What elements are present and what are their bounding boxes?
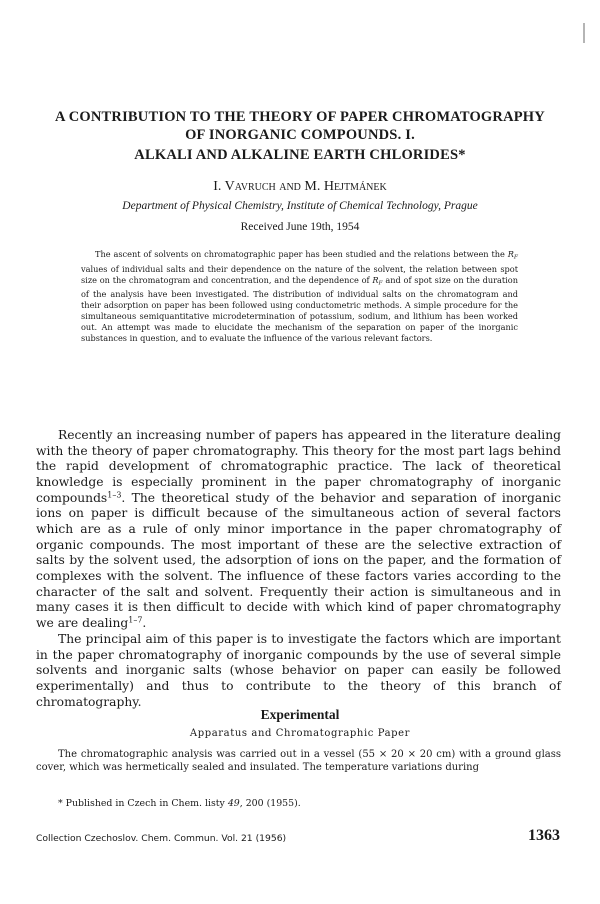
- authors: I. Vavruch and M. Hejtmánek: [213, 179, 387, 194]
- body-paragraph-3: The chromatographic analysis was carried out in a vessel (55 × 20 × 20 cm) with a ground glass cover, which was hermetically sealed and insulated. The temperature variations during: [36, 749, 561, 774]
- title-line-2: OF INORGANIC COMPOUNDS. I.: [185, 127, 415, 143]
- body-paragraph-1: [36, 428, 561, 632]
- footnote: [58, 798, 558, 809]
- p1-text-a: Recently an increasing number of papers has appeared in the literature dealing with the theory of paper chromatography. This theory for the most part lags behind the rapid development of chromatographic practice. The lack of theoretical knowledge is especially prominent in the paper chromatography of inorganic compounds: [36, 428, 561, 505]
- rf-subscript: F: [513, 254, 518, 261]
- affiliation: Department of Physical Chemistry, Institute of Chemical Technology, Prague: [122, 200, 478, 212]
- rf-subscript-2: F: [378, 280, 383, 287]
- received-date: Received June 19th, 1954: [240, 221, 360, 233]
- body-paragraph-2: The principal aim of this paper is to investigate the factors which are important in the paper chromatography of inorganic compounds by the use of several simple solvents and inorganic salts (whose behavior on paper can easily be followed experimentally) and thus to contribute to the theory of this branch of chromatography.: [36, 632, 561, 709]
- page-number: 1363: [528, 827, 560, 844]
- footnote-volume: 49: [227, 798, 240, 809]
- rf-symbol-2: R: [372, 274, 379, 285]
- citation-1-3: 1–3: [107, 490, 122, 500]
- rf-symbol: R: [507, 249, 514, 259]
- journal-citation: Collection Czechoslov. Chem. Commun. Vol. 21 (1956): [36, 833, 287, 844]
- abstract-text-3: and of spot size on the duration of the analysis have been investigated. The distribution of individual salts on the chromatogram and their adsorption on paper has been followed using conductometric methods. A simple procedure for the simultaneous semiquantitative microdetermination of potassium, sodium, and lithium has been worked out. An attempt was made to elucidate the mechanism of the separation on paper of the inorganic substances in question, and to evaluate the influence of the various relevant factors.: [81, 274, 518, 344]
- title-line-3: ALKALI AND ALKALINE EARTH CHLORIDES*: [134, 147, 466, 163]
- p1-text-c: .: [142, 615, 147, 630]
- footnote-text-b: , 200 (1955).: [239, 798, 301, 809]
- title-line-1: A CONTRIBUTION TO THE THEORY OF PAPER CHROMATOGRAPHY: [55, 109, 545, 125]
- citation-1-7: 1–7: [128, 615, 143, 625]
- p1-text-b: . The theoretical study of the behavior and separation of inorganic ions on paper is difficult because of the simultaneous action of several factors which are as a rule of only minor importance in the paper chromatography of organic compounds. The most important of these are the selective extraction of salts by the solvent used, the adsorption of ions on the paper, and the formation of complexes with the solvent. The influence of these factors varies according to the character of the salt and solvent. Frequently their action is simultaneous and in many cases it is then difficult to decide with which kind of paper chromatography we are dealing: [36, 490, 561, 630]
- section-heading: Experimental: [260, 707, 340, 722]
- scan-edge-mark: [583, 23, 585, 43]
- abstract: [81, 249, 518, 344]
- abstract-text-2: values of individual salts and their dependence on the nature of the solvent, the relation between spot size on the chromatogram and concentration, and the dependence of: [81, 263, 518, 285]
- abstract-text-1: The ascent of solvents on chromatographic paper has been studied and the relations between the: [95, 249, 508, 259]
- footnote-text-a: * Published in Czech in Chem. listy: [58, 798, 228, 809]
- subsection-heading: Apparatus and Chromatographic Paper: [189, 728, 411, 739]
